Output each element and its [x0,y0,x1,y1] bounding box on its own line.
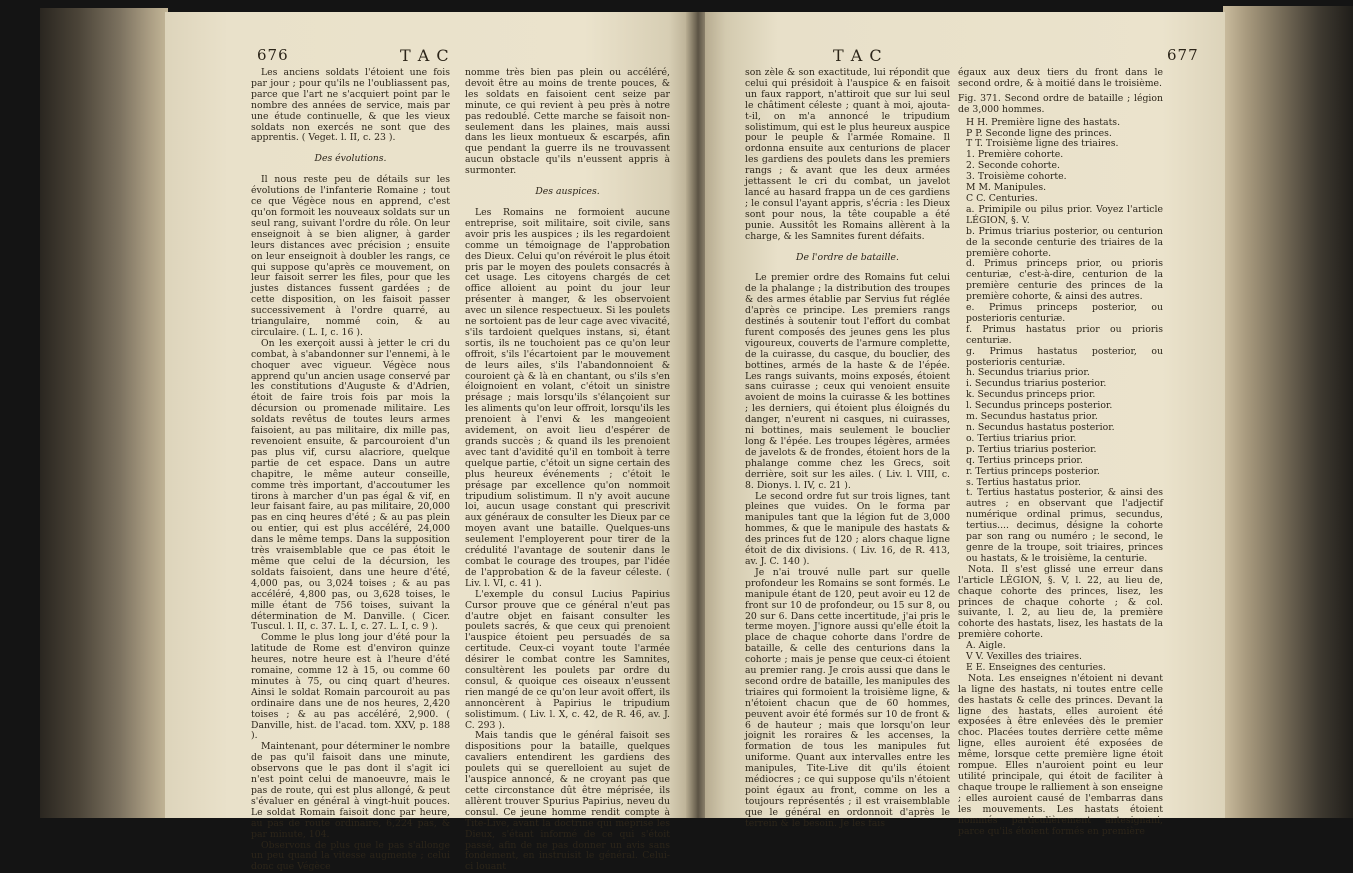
right-column-1 [745,68,950,830]
paragraph: nomme très bien pas plein ou accéléré, devoit être au moins de trente pouces, & les soldats en faisoient cent seize par minute, ce qui revient à peu près à notre pas redoublé. Cette marche se faisoit non-seulement dans les plaines, mais aussi dans les lieux montueux & escarpés, afin que pendant la guerre ils ne trouvassent aucun obstacle qu'ils n'eussent appris à surmonter. [465,67,670,177]
legend-item: f. Primus hastatus prior ou prioris centuriæ. [966,323,1163,346]
running-header: T A C [400,46,450,65]
paragraph: Mais tandis que le général faisoit ses dispositions pour la bataille, quelques cavaliers entendirent les gardiens des poulets qui se querelloient au sujet de l'auspice annoncé, & ne croyant pas que cette circonstance dût être méprisée, ils allèrent trouver Spurius Papirius, neveu du consul. Ce jeune homme rendit compte à Tite-Live, avant la doctrine qui méprise les Dieux, s'étant informé de ce qui s'étoit passé, afin de ne pas donner un avis sans fondement, en instruisit le général. Celui-ci louant [465,730,670,873]
left-page-edges [40,8,168,818]
page-number: 676 [257,46,289,64]
legend-item: l. Secundus princeps posterior. [966,400,1113,412]
legend-item: 1. Première cohorte. [966,149,1064,161]
paragraph: Comme le plus long jour d'été pour la latitude de Rome est d'environ quinze heures, notre heure est à l'heure d'été romaine, comme 12 à 15, ou comme 60 minutes à 75, ou cinq quart d'heures. Ainsi le soldat Romain parcouroit au pas ordinaire dans une de nos heures, 2,420 toises ; & au pas accéléré, 2,900. ( Danville, hist. de l'acad. tom. XXV, p. 188 ). [251,632,450,742]
legend-item: a. Primipile ou pilus prior. Voyez l'article LÉGION, §. V. [966,203,1163,226]
paragraph: Observons de plus que le pas s'allonge un peu quand la vitesse augmente ; celui donc que Végèce [251,839,450,873]
page-number: 677 [1167,46,1199,64]
paragraph: Nota. Les enseignes n'étoient ni devant la ligne des hastats, ni toutes entre celle des hastats & celle des princes. Devant la ligne des hastats, elles auroient été exposées à être enlevées dès le premier choc. Placées toutes derrière cette même ligne, elles auroient été exposées de même, lorsque cette première ligne étoit rompue. Elles n'auroient point eu leur utilité principale, qui étoit de faciliter à chaque troupe le ralliement à son enseigne ; elles auroient causé de l'embarras dans les mouvements. Les hastats étoient nommés particulièrement antesignani, parce qu'ils étoient formés en première [958,672,1163,837]
paragraph: Le second ordre fut sur trois lignes, tant pleines que vuides. On le forma par manipules tant que la légion fut de 3,000 hommes, & que le manipule des hastats & des princes fut de 120 ; alors chaque ligne étoit de dix divisions. ( Liv. 16, de R. 413, av. J. C. 140 ). [745,490,950,567]
figure-caption: Fig. 371. Second ordre de bataille ; légion de 3,000 hommes. [958,92,1163,115]
right-page-edges [1223,6,1353,818]
right-column-2 [958,68,1163,837]
running-header: T A C [833,46,883,65]
section-heading: Des évolutions. [314,153,387,165]
paragraph: Le premier ordre des Romains fut celui de la phalange ; la distribution des troupes & des armes établie par Servius fut réglée d'après ce principe. Les premiers rangs destinés à soutenir tout l'effort du combat furent composés des jeunes gens les plus vigoureux, couverts de l'armure complette, de la cuirasse, du casque, du bouclier, des bottines, armés de la haste & de l'épée. Les rangs suivants, moins exposés, étoient sans cuirasse ; ceux qui venoient ensuite avoient de moins la cuirasse & les bottines ; les derniers, qui étoient plus éloignés du danger, n'eurent ni casques, ni cuirasses, ni bottines, mais seulement le bouclier long & l'épée. Les troupes légères, armées de javelots & de frondes, étoient hors de la phalange comme chez les Grecs, soit derrière, soit sur les ailes. ( Liv. l. VIII, c. 8. Dionys. l. IV, c. 21 ). [745,272,950,491]
legend-item: t. Tertius hastatus posterior, & ainsi des autres ; en observant que l'adjectif numérique ordinal primus, secundus, tertius.... decimus, désigne la cohorte par son rang ou numéro ; le second, le genre de la troupe, soit triaires, princes ou hastats, & le troisième, la centurie. [966,487,1163,564]
left-column-2 [465,68,670,873]
legend-item: e. Primus princeps posterior, ou posterioris centuriæ. [966,302,1163,324]
legend-item: k. Secundus princeps prior. [966,389,1096,401]
legend-item: o. Tertius triarius prior. [966,432,1077,444]
legend-item: i. Secundus triarius posterior. [966,378,1107,390]
section-heading: Des auspices. [535,186,600,198]
paragraph: Il nous reste peu de détails sur les évolutions de l'infanterie Romaine ; tout ce que Végèce nous en apprend, c'est qu'on formoit les nouveaux soldats sur un seul rang, suivant l'ordre du rôle. On leur enseignoit à se bien aligner, à garder leurs distances avec précision ; ensuite on leur enseignoit à doubler les rangs, ce qui suppose qu'après ce mouvement, on leur faisoit serrer les files, pour que les justes distances fussent gardées ; de cette disposition, on les faisoit passer successivement à l'ordre quarré, au triangulaire, nommé coin, & au circulaire. ( L. I, c. 16 ). [251,174,450,338]
paragraph: Nota. Il s'est glissé une erreur dans l'article LÉGION, §. V, l. 22, au lieu de, chaque cohorte des princes, lisez, les princes de chaque cohorte ; & col. suivante, l. 2, au lieu de, la première cohorte des hastats, lisez, les hastats de la première cohorte. [958,563,1163,641]
legend-item: C C. Centuries. [966,192,1038,204]
paragraph: Maintenant, pour déterminer le nombre de pas qu'il faisoit dans une minute, observons que le pas dont il s'agit ici n'est point celui de manoeuvre, mais le pas de route, qui est plus allongé, & peut s'évaluer en général à vingt-huit pouces. Le soldat Romain faisoit donc par heure, au pas de route ordinaire, 6,224 pas, & par minute, 104. [251,741,450,840]
legend-item: g. Primus hastatus posterior, ou posterioris centuriæ. [966,345,1163,368]
legend-item: E E. Enseignes des centuries. [966,661,1106,673]
legend-item: q. Tertius princeps prior. [966,454,1083,466]
legend-item: 3. Troisième cohorte. [966,171,1067,183]
legend-item: m. Secundus hastatus prior. [966,411,1098,423]
legend-item: A. Aigle. [966,640,1006,652]
legend-item: P P. Seconde ligne des princes. [966,127,1112,139]
legend-item: M M. Manipules. [966,182,1047,194]
legend-item: h. Secundus triarius prior. [966,367,1090,379]
right-page [705,12,1225,837]
paragraph: Les anciens soldats l'étoient une fois par jour ; pour qu'ils ne l'oubliassent pas, parce que l'art ne s'acquiert point par le nombre des années de service, mais par une étude continuelle, & que les vieux soldats non exercés ne sont que des apprentis. ( Veget. l. II, c. 23 ). [251,67,450,144]
paragraph: On les exerçoit aussi à jetter le cri du combat, à s'abandonner sur l'ennemi, à le choquer avec vigueur. Végèce nous apprend qu'un ancien usage conservé par les constitutions d'Auguste & d'Adrien, étoit de faire trois fois par mois la décursion ou promenade militaire. Les soldats revêtus de toutes leurs armes faisoient, au pas militaire, dix mille pas, revenoient ensuite, & parcouroient d'un pas plus vif, cursu alacriore, quelque partie de cet espace. Dans un autre chapitre, le même auteur conseille, comme très important, d'accoutumer les tirons à marcher d'un pas égal & vif, en leur faisant faire, au pas militaire, 20,000 pas en cinq heures d'été ; & au pas plein ou entier, qui est plus accéléré, 24,000 dans le même temps. Dans la supposition très vraisemblable que ce pas étoit le même que celui de la décursion, les soldats faisoient, dans une heure d'été, 4,000 pas, ou 3,024 toises ; & au pas accéléré, 4,800 pas, ou 3,628 toises, le mille étant de 756 toises, suivant la détermination de M. Danville. ( Cicer. Tuscul. l. II, c. 37. L. I, c. 27. L. I, c. 9 ). [251,337,450,633]
legend-item: b. Primus triarius posterior, ou centurion de la seconde centurie des triaires de la première cohorte. [966,225,1163,259]
left-column-1 [251,68,450,873]
paragraph: Les Romains ne formoient aucune entreprise, soit militaire, soit civile, sans avoir pris les auspices ; ils les regardoient comme un témoignage de l'approbation des Dieux. Celui qu'on révéroit le plus étoit pris par le moyen des poulets consacrés à cet usage. Les citoyens chargés de cet office alloient au point du jour leur présenter à manger, & les observoient avec un silence respectueux. Si les poulets ne sortoient pas de leur cage avec vivacité, s'ils tardoient quelques instans, si, étant sortis, ils ne touchoient pas ce qu'on leur offroit, s'ils l'écartoient par le mouvement de leurs ailes, s'ils l'abandonnoient & couroient çà & là en chantant, ou s'ils s'en éloignoient en volant, c'étoit un sinistre présage ; mais lorsqu'ils s'élançoient sur les aliments qu'on leur offroit, lorsqu'ils les prenoient à l'envi & les mangeoient avidement, on avoit lieu d'espérer de grands succès ; & quand ils les prenoient avec tant d'avidité qu'il en tomboit à terre quelque partie, c'étoit un signe certain des plus heureux événements ; c'étoit le présage par excellence qu'on nommoit tripudium solistimum. Il n'y avoit aucune loi, aucun usage constant qui prescrivit aux généraux de consulter les Dieux par ce moyen avant une bataille. Quelques-uns seulement l'employerent pour tirer de la crédulité l'avantage de soutenir dans le combat le courage des troupes, par l'idée de l'approbation & de la faveur céleste. ( Liv. l. VI, c. 41 ). [465,206,670,589]
paragraph: égaux aux deux tiers du front dans le second ordre, & à moitié dans le troisième. [958,67,1163,89]
legend-item: T T. Troisième ligne des triaires. [966,138,1119,150]
section-heading: De l'ordre de bataille. [796,251,899,263]
paragraph: L'exemple du consul Lucius Papirius Cursor prouve que ce général n'eut pas d'autre objet en faisant consulter les poulets sacrés, & que ceux qui prenoient l'auspice étoient peu persuadés de sa certitude. Ceux-ci voyant toute l'armée désirer le combat contre les Samnites, consultèrent les poulets par ordre du consul, & quoique ces oiseaux n'eussent rien mangé de ce qu'on leur avoit offert, ils annoncèrent à Papirius le tripudium solistimum. ( Liv. l. X, c. 42, de R. 46, av. J. C. 293 ). [465,588,670,731]
left-page [165,12,690,873]
legend-item: d. Primus princeps prior, ou prioris centuriæ, c'est-à-dire, centurion de la première centurie des princes de la première cohorte, & ainsi des autres. [966,258,1163,303]
legend-item: H H. Première ligne des hastats. [966,116,1121,128]
legend-item: r. Tertius princeps posterior. [966,465,1100,477]
legend-item: n. Secundus hastatus posterior. [966,422,1115,433]
legend-item: 2. Seconde cohorte. [966,160,1060,172]
legend-item: s. Tertius hastatus prior. [966,476,1081,488]
legend-item: p. Tertius triarius posterior. [966,443,1097,455]
paragraph: Je n'ai trouvé nulle part sur quelle profondeur les Romains se sont formés. Le manipule étant de 120, peut avoir eu 12 de front sur 10 de profondeur, ou 15 sur 8, ou 20 sur 6. Dans cette incertitude, j'ai pris le terme moyen. J'ignore aussi qu'elle étoit la place de chaque cohorte dans l'ordre de bataille, & celle des centurions dans la cohorte ; mais je pense que ceux-ci étoient au premier rang. Je crois aussi que dans le second ordre de bataille, les manipules des triaires qui formoient la troisième ligne, & n'étoient chacun que de 60 hommes, peuvent avoir été formés sur 10 de front & 6 de hauteur ; mais que lorsqu'on leur joignit les roraires & les accenses, la formation de tous les manipules fut uniforme. Quant aux intervalles entre les manipules, Tite-Live dit qu'ils étoient médiocres ; ce qui suppose qu'ils n'étoient point égaux au front, comme on les a toujours représentés ; il est vraisemblable que le général en ordonnoit d'après le terrein & le besoin. Je les fais [745,566,950,829]
paragraph: son zèle & son exactitude, lui répondit que celui qui présidoit à l'auspice & en faisoit un faux rapport, n'attiroit que sur lui seul le châtiment céleste ; quant à moi, ajouta-t-il, on m'a annoncé le tripudium solistimum, qui est le plus heureux auspice pour le peuple & l'armée Romaine. Il ordonna ensuite aux centurions de placer les gardiens des poulets dans les premiers rangs ; & avant que les deux armées jettassent le cri du combat, un javelot lancé au hasard frappa un de ces gardiens ; le consul l'ayant appris, s'écria : les Dieux sont pour nous, la tête coupable a été punie. Aussitôt les Romains allèrent à la charge, & les Samnites furent défaits. [745,67,950,242]
legend-item: V V. Vexilles des triaires. [966,651,1082,663]
